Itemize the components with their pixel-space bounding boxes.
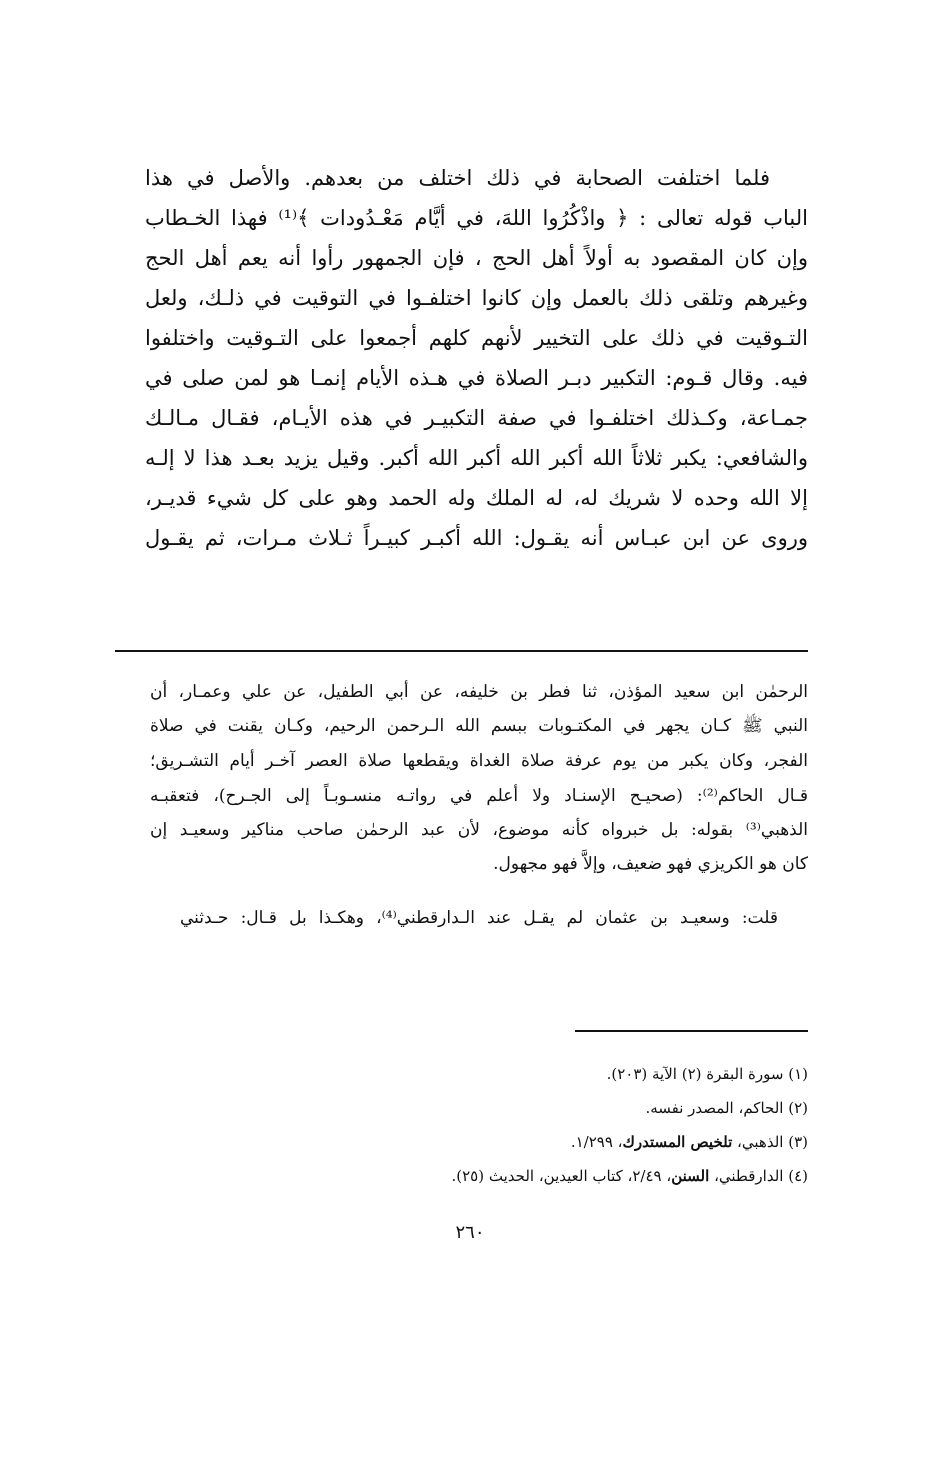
footnote-body-line: النبي ﷺ كـان يجهر في المكتـوبات ببسم الله الـرحمن الرحيم، وكـان يقنت في صلاة xyxy=(150,716,808,736)
note-4: (٤) الدارقطني، السنن، ٢/٤٩، كتاب العيدين، الحديث (٢٥). xyxy=(451,1167,808,1185)
main-text-line: التـوقيت في ذلك على التخيير لأنهم كلهم أجمعوا على التـوقيت واختلفوا xyxy=(145,326,808,350)
note-3: (٣) الذهبي، تلخيص المستدرك، ١/٢٩٩. xyxy=(570,1133,808,1151)
footnote-divider xyxy=(115,650,808,652)
notes-divider xyxy=(575,1030,808,1032)
footnote-body-line: قلت: وسعيـد بن عثمان لم يقـل عند الـدارقطني⁽⁴⁾، وهكـذا بل قـال: حـدثني xyxy=(180,908,778,928)
main-text-line: وإن كان المقصود به أولاً أهل الحج ، فإن الجمهور رأوا أنه يعم أهل الحج xyxy=(145,246,808,270)
main-text-line: إلا الله وحده لا شريك له، له الملك وله الحمد وهو على كل شيء قديـر، xyxy=(145,486,808,510)
note-1: (١) سورة البقرة (٢) الآية (٢٠٣). xyxy=(606,1065,808,1083)
footnote-body-line: كان هو الكريزي فهو ضعيف، وإلاَّ فهو مجهول. xyxy=(493,854,808,874)
footnote-body-line: الرحمٰن ابن سعيد المؤذن، ثنا فطر بن خليفه، عن أبي الطفيل، عن علي وعمـار، أن xyxy=(150,682,808,702)
main-text-line: والشافعي: يكبر ثلاثاً الله أكبر الله أكبر الله أكبر. وقيل يزيد بعـد هذا لا إلـه xyxy=(145,446,808,470)
main-text-line-quran: الباب قوله تعالى : ﴿ واذْكُرُوا اللهَ، في أيَّام مَعْـدُودات ﴾⁽¹⁾ فهذا الخـطاب xyxy=(145,206,808,230)
main-text-line: وغيرهم وتلقى ذلك بالعمل وإن كانوا اختلفـوا في التوقيت في ذلـك، ولعل xyxy=(145,286,808,310)
main-text-line: جمـاعة، وكـذلك اختلفـوا في صفة التكبيـر في هذه الأيـام، فقـال مـالـك xyxy=(145,406,808,430)
footnote-body-line: الفجر، وكان يكبر من يوم عرفة صلاة الغداة ويقطعها صلاة العصر آخـر أيام التشـريق؛ xyxy=(150,751,808,771)
footnote-body-line: قـال الحاكم⁽²⁾: (صحيـح الإسنـاد ولا أعلم في رواتـه منسـوبـاً إلى الجـرح)، فتعقبـه xyxy=(150,786,808,806)
page-number: ٢٦٠ xyxy=(455,1222,485,1243)
note-2: (٢) الحاكم، المصدر نفسه. xyxy=(645,1099,808,1117)
main-text-line: فلما اختلفت الصحابة في ذلك اختلف من بعدهم. والأصل في هذا xyxy=(145,166,770,190)
main-text-line: فيه. وقال قـوم: التكبير دبـر الصلاة في هـذه الأيام إنمـا هو لمن صلى في xyxy=(145,366,808,390)
footnote-body-line: الذهبي⁽³⁾ بقوله: بل خبرواه كأنه موضوع، لأن عبد الرحمٰن صاحب مناكير وسعيـد إن xyxy=(150,820,808,840)
main-text-line: وروى عن ابن عبـاس أنه يقـول: الله أكبـر كبيـراً ثـلاث مـرات، ثم يقـول xyxy=(145,526,808,550)
